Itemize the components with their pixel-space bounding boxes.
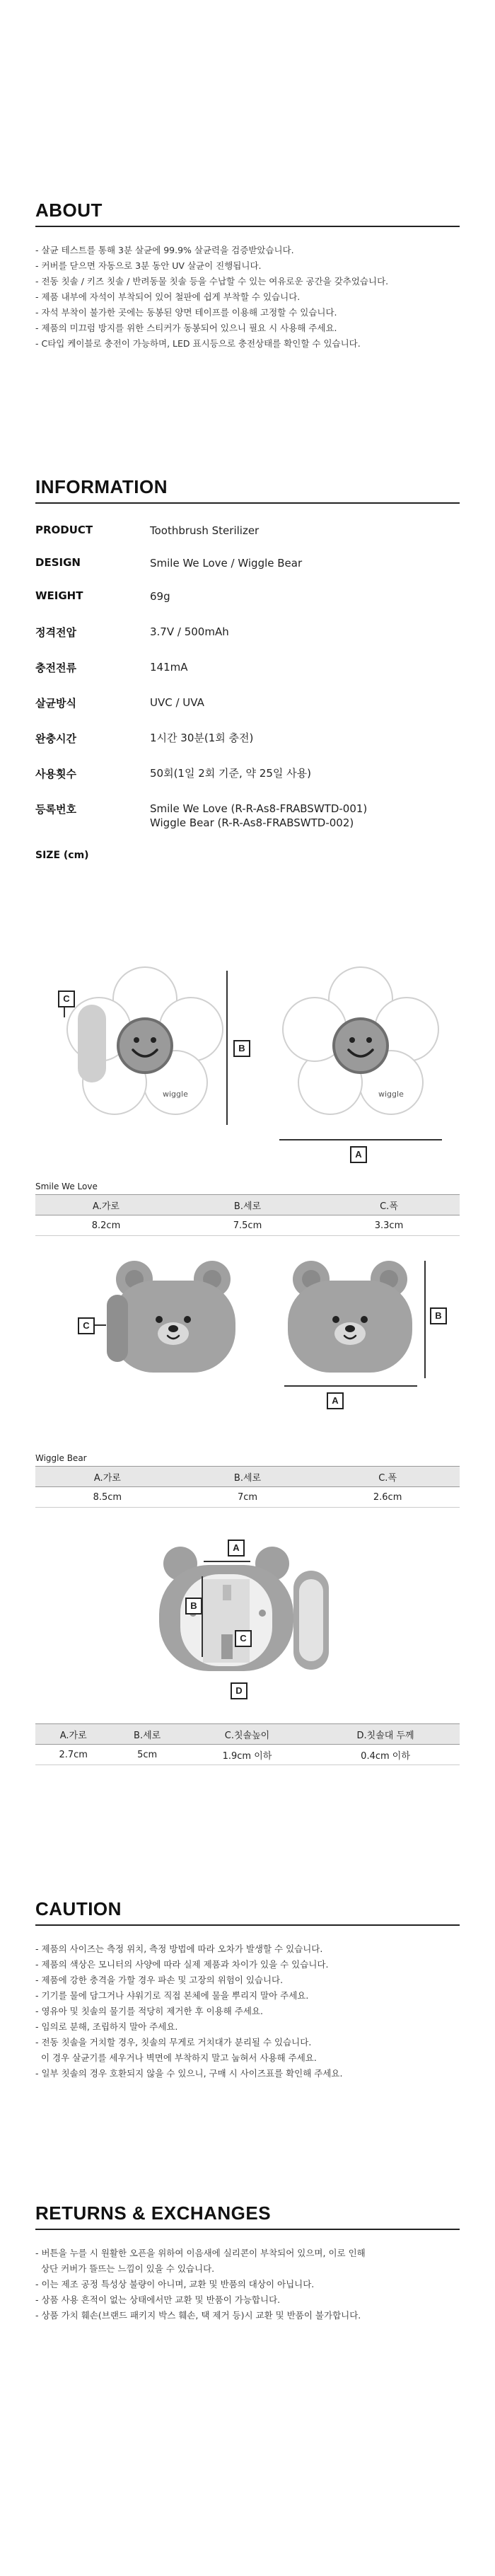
inner-tag-a: A bbox=[228, 1540, 245, 1556]
information-title: INFORMATION bbox=[35, 476, 168, 497]
caution-divider bbox=[35, 1924, 460, 1926]
smile-product-label: Smile We Love bbox=[35, 1182, 98, 1191]
smile-face-icon bbox=[118, 1019, 172, 1073]
list-item: - 제품 내부에 자석이 부착되어 있어 철판에 쉽게 부착할 수 있습니다. bbox=[35, 291, 301, 302]
list-item: - 상품 가치 훼손(브랜드 패키지 박스 훼손, 택 제거 등)시 교환 및 반품이 불가합니다. bbox=[35, 2310, 361, 2321]
table-row: 8.2cm 7.5cm 3.3cm bbox=[35, 1215, 460, 1236]
table-row: A.가로 B.세로 C.폭 bbox=[35, 1195, 460, 1215]
list-item: - 상품 사용 흔적이 없는 상태에서만 교환 및 반품이 가능합니다. bbox=[35, 2294, 281, 2305]
list-item: - 제품의 미끄럼 방지를 위한 스티커가 동봉되어 있으니 필요 시 사용해 주세요. bbox=[35, 323, 337, 333]
list-item: - 이는 제조 공정 특성상 불량이 아니며, 교환 및 반품의 대상이 아닙니다. bbox=[35, 2279, 315, 2289]
inner-open-figure bbox=[152, 1535, 343, 1677]
caution-title: CAUTION bbox=[35, 1898, 122, 1919]
caution-section bbox=[35, 1898, 460, 2081]
svg-text:wiggle: wiggle bbox=[163, 1090, 188, 1099]
list-item: - 제품의 색상은 모니터의 사양에 따라 실제 제품과 차이가 있을 수 있습니다. bbox=[35, 1959, 329, 1970]
list-item: - 영유아 및 칫솔의 물기를 적당히 제거한 후 이용해 주세요. bbox=[35, 2006, 263, 2016]
information-divider bbox=[35, 502, 460, 504]
table-row: A.가로 B.세로 C.칫솔높이 D.칫솔대 두께 bbox=[35, 1724, 460, 1745]
bear-size-table bbox=[35, 1466, 460, 1508]
returns-divider bbox=[35, 2229, 460, 2230]
bear-dim-a-line bbox=[284, 1385, 417, 1387]
list-item: - 버튼을 누를 시 원활한 오픈을 위하여 이음새에 실리콘이 부착되어 있으며, 이로 인해 bbox=[35, 2248, 366, 2258]
bear-tag-c: C bbox=[78, 1317, 95, 1334]
bear-dim-b-line bbox=[424, 1261, 426, 1378]
about-list bbox=[35, 243, 460, 352]
smile-dim-a-line bbox=[279, 1139, 442, 1140]
bear-product-label: Wiggle Bear bbox=[35, 1453, 87, 1463]
returns-title: RETURNS & EXCHANGES bbox=[35, 2202, 272, 2224]
about-divider bbox=[35, 226, 460, 227]
list-item: - C타입 케이블로 충전이 가능하며, LED 표시등으로 충전상태를 확인할 수 있습니다. bbox=[35, 338, 361, 349]
inner-tag-c: C bbox=[235, 1630, 252, 1647]
list-item: - 살균 테스트를 통해 3분 살균에 99.9% 살균력을 검증받았습니다. bbox=[35, 245, 294, 255]
smile-tag-c: C bbox=[58, 990, 75, 1007]
bear-tag-b: B bbox=[430, 1307, 447, 1324]
smile-dim-b-line bbox=[226, 971, 228, 1125]
list-item: 상단 커버가 뜰뜨는 느낌이 있을 수 있습니다. bbox=[35, 2263, 215, 2274]
list-item: - 자석 부착이 불가한 곳에는 동봉된 양면 테이프를 이용해 고정할 수 있습니다. bbox=[35, 307, 337, 318]
bear-tag-a: A bbox=[327, 1392, 344, 1409]
about-title: ABOUT bbox=[35, 200, 103, 221]
returns-list bbox=[35, 2246, 460, 2323]
list-item: 이 경우 살균기를 세우거나 벽면에 부착하지 말고 눕혀서 사용해 주세요. bbox=[35, 2052, 317, 2063]
list-item: - 일부 칫솔의 경우 호환되지 않을 수 있으니, 구매 시 사이즈표를 확인해 주세요. bbox=[35, 2068, 343, 2079]
about-section bbox=[35, 200, 460, 352]
list-item: - 제품의 사이즈는 측정 위치, 측정 방법에 따라 오차가 발생할 수 있습니다. bbox=[35, 1943, 323, 1954]
caution-list bbox=[35, 1941, 460, 2081]
inner-tag-b: B bbox=[185, 1598, 202, 1615]
smile-size-table bbox=[35, 1194, 460, 1236]
bear-side-figure bbox=[103, 1252, 244, 1380]
svg-text:wiggle: wiggle bbox=[378, 1090, 404, 1099]
information-section: INFORMATION PRODUCT Toothbrush Sterilizer DESIGN Smile We Love / Wiggle Bear WEIGHT 69g 정격전압 3.7V / 500mAh 충전전류 141mA 살균방식 UVC / UVA 완충시간 1시간 30분(1회 충전) 사용횟수 50회(1일 2회 기준, 약 25일 사용) 등록번호 Smile We Love (R-R-As8-FRABSWTD-001) Wiggle Bear (R-R-As8-FRABSWTD-002) SIZE (cm) bbox=[35, 476, 460, 901]
returns-section bbox=[35, 2202, 460, 2323]
list-item: - 임의로 분해, 조립하지 말아 주세요. bbox=[35, 2021, 178, 2032]
table-row: A.가로 B.세로 C.폭 bbox=[35, 1467, 460, 1487]
smile-tag-a: A bbox=[350, 1146, 367, 1163]
list-item: - 커버를 닫으면 자동으로 3분 동안 UV 살균이 진행됩니다. bbox=[35, 260, 262, 271]
bear-front-figure bbox=[279, 1252, 421, 1380]
smile-side-edge bbox=[78, 1005, 106, 1082]
list-item: - 전동 칫솔 / 키즈 칫솔 / 반려동물 칫솔 등을 수납할 수 있는 여유로운 공간을 갖추었습니다. bbox=[35, 276, 389, 287]
inner-tag-d: D bbox=[231, 1682, 248, 1699]
list-item: - 전동 칫솔을 거치할 경우, 칫솔의 무게로 거치대가 분리될 수 있습니다. bbox=[35, 2037, 312, 2047]
list-item: - 기기를 물에 담그거나 샤워기로 직접 본체에 물을 뿌리지 말아 주세요. bbox=[35, 1990, 309, 2001]
inner-size-table bbox=[35, 1723, 460, 1765]
smile-tag-b: B bbox=[233, 1040, 250, 1057]
list-item: - 제품에 강한 충격을 가할 경우 파손 및 고장의 위험이 있습니다. bbox=[35, 1975, 284, 1985]
table-row: 2.7cm 5cm 1.9cm 이하 0.4cm 이하 bbox=[35, 1745, 460, 1765]
smile-side-figure bbox=[57, 962, 233, 1132]
table-row: 8.5cm 7cm 2.6cm bbox=[35, 1487, 460, 1508]
smile-front-figure bbox=[272, 962, 449, 1132]
